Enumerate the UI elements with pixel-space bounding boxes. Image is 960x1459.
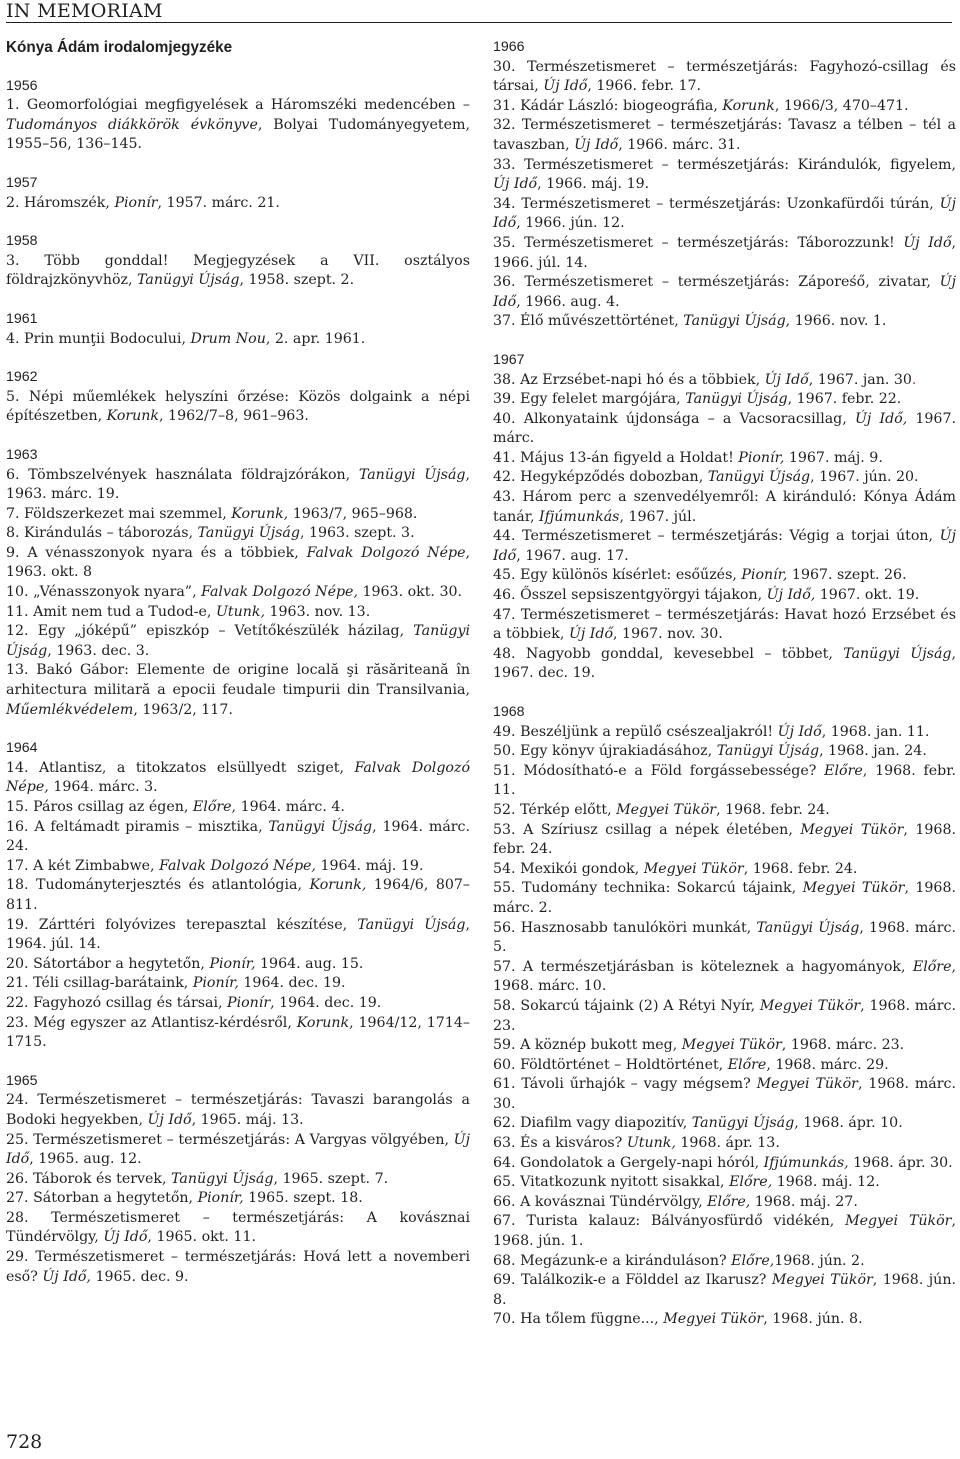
year-section-1956 (6, 77, 470, 155)
left-sections (6, 77, 470, 1288)
bibliography-entry: 41. Május 13-án figyeld a Holdat! Pionír, 1967. máj. 9. (493, 449, 883, 466)
bibliography-entry: 26. Táborok és tervek, Tanügyi Újság, 1965. szept. 7. (6, 1170, 389, 1187)
bibliography-entry: 18. Tudományterjesztés és atlantológia, Korunk, 1964/6, 807–811. (6, 877, 470, 913)
bibliography-entry: 43. Három perc a szenvedélyemről: A kiránduló: Kónya Ádám tanár, Ifjúmunkás, 1967. júl. (493, 489, 956, 525)
bibliography-entry: 46. Ősszel sepsiszentgyörgyi tájakon, Új Idő, 1967. okt. 19. (493, 587, 920, 604)
bibliography-entry: 61. Távoli űrhajók – vagy mégsem? Megyei Tükör, 1968. márc. 30. (493, 1076, 956, 1112)
year-section-1965 (6, 1072, 470, 1288)
bibliography-entry: 7. Földszerkezet mai szemmel, Korunk, 1963/7, 965–968. (6, 505, 418, 522)
bibliography-entry: 30. Természetismeret – természetjárás: Fagyhozó-csillag és társai, Új Idő, 1966. febr. 17. (493, 58, 956, 95)
bibliography-entry: 3. Több gonddal! Megjegyzések a VII. osztályos földrajzkönyvhöz, Tanügyi Újság, 1958. szept. 2. (6, 252, 470, 289)
bibliography-entry: 23. Még egyszer az Atlantisz-kérdésről, Korunk, 1964/12, 1714–1715. (6, 1014, 470, 1051)
bibliography-entry: 6. Tömbszelvények használata földrajzórákon, Tanügyi Újság, 1963. márc. 19. (6, 466, 470, 503)
bibliography-entry: 12. Egy „jóképű” episzkóp – Vetítőkészülék házilag, Tanügyi Újság, 1963. dec. 3. (6, 623, 470, 659)
bibliography-entry: 60. Földtörténet – Holdtörténet, Előre, 1968. márc. 29. (493, 1056, 889, 1073)
bibliography-entry: 32. Természetismeret – természetjárás: Tavasz a télben – tél a tavaszban, Új Idő, 1966. márc. 31. (493, 117, 956, 153)
year-section-1967 (493, 351, 956, 684)
bibliography-entry: 34. Természetismeret – természetjárás: Uzonkafürdői túrán, Új Idő, 1966. jún. 12. (493, 195, 956, 232)
year-section-1963 (6, 446, 470, 720)
bibliography-entry: 8. Kirándulás – táborozás, Tanügyi Újság, 1963. szept. 3. (6, 525, 415, 542)
bibliography-entry: 14. Atlantisz, a titokzatos elsüllyedt sziget, Falvak Dolgozó Népe, 1964. márc. 3. (6, 759, 470, 796)
bibliography-entry: 40. Alkonyataink újdonsága – a Vacsoracsillag, Új Idő, 1967. márc. (493, 410, 956, 447)
bibliography-entry: 54. Mexikói gondok, Megyei Tükör, 1968. febr. 24. (493, 860, 858, 877)
bibliography-entry: 51. Módosítható-e a Föld forgássebessége? Előre, 1968. febr. 11. (493, 762, 956, 799)
year-section-1957 (6, 174, 470, 213)
bibliography-entry: 29. Természetismeret – természetjárás: Hová lett a novemberi eső? Új Idő, 1965. dec. 9. (6, 1249, 470, 1285)
bibliography-entry: 50. Egy könyv újrakiadásához, Tanügyi Újság, 1968. jan. 24. (493, 743, 927, 760)
bibliography-entry: 10. „Vénasszonyok nyara”, Falvak Dolgozó Népe, 1963. okt. 30. (6, 584, 463, 601)
year-section-1966 (493, 38, 956, 332)
bibliography-entry: 48. Nagyobb gonddal, kevesebbel – többet, Tanügyi Újság, 1967. dec. 19. (493, 645, 956, 682)
bibliography-entry: 47. Természetismeret – természetjárás: Havat hozó Erzsébet és a többiek, Új Idő, 1967. nov. 30. (493, 606, 956, 643)
bibliography-entry: 62. Diafilm vagy diapozitív, Tanügyi Újság, 1968. ápr. 10. (493, 1115, 903, 1132)
bibliography-entry: 45. Egy különös kísérlet: esőűzés, Pionír, 1967. szept. 26. (493, 567, 907, 584)
bibliography-entry: 33. Természetismeret – természetjárás: Kirándulók, figyelem, Új Idő, 1966. máj. 19. (493, 156, 956, 193)
bibliography-entry: 58. Sokarcú tájaink (2) A Rétyi Nyír, Megyei Tükör, 1968. márc. 23. (493, 997, 956, 1034)
bibliography-entry: 49. Beszéljünk a repülő csészealjakról! Új Idő, 1968. jan. 11. (493, 723, 930, 740)
bibliography-entry: 42. Hegyképződés dobozban, Tanügyi Újság, 1967. jún. 20. (493, 469, 919, 486)
bibliography-entry: 2. Háromszék, Pionír, 1957. márc. 21. (6, 194, 280, 211)
year-heading: 1963 (6, 446, 38, 463)
running-header (6, 0, 952, 23)
year-section-1962 (6, 368, 470, 427)
bibliography-entry: 24. Természetismeret – természetjárás: Tavaszi barangolás a Bodoki hegyekben, Új Idő, 1965. máj. 13. (6, 1092, 470, 1128)
page-number: 728 (6, 1431, 43, 1453)
bibliography-entry: 70. Ha tőlem függne..., Megyei Tükör, 1968. jún. 8. (493, 1311, 863, 1328)
right-sections (493, 38, 956, 1330)
bibliography-entry: 37. Élő művészettörténet, Tanügyi Újság, 1966. nov. 1. (493, 313, 887, 330)
year-section-1964 (6, 739, 470, 1053)
year-heading: 1966 (493, 39, 525, 55)
bibliography-entry: 28. Természetismeret – természetjárás: A kovásznai Tündérvölgy, Új Idő, 1965. okt. 11. (6, 1209, 470, 1246)
year-heading: 1961 (6, 310, 38, 327)
bibliography-entry: 44. Természetismeret – természetjárás: Végig a torjai úton, Új Idő, 1967. aug. 17. (493, 528, 956, 564)
bibliography-entry: 31. Kádár László: biogeográfia, Korunk, 1966/3, 470–471. (493, 97, 909, 114)
year-heading: 1965 (6, 1072, 38, 1089)
bibliography-entry: 16. A feltámadt piramis – misztika, Tanügyi Újság, 1964. márc. 24. (6, 818, 471, 855)
year-heading: 1967 (493, 351, 525, 368)
year-heading: 1968 (493, 704, 525, 720)
bibliography-entry: 17. A két Zimbabwe, Falvak Dolgozó Népe, 1964. máj. 19. (6, 857, 424, 874)
bibliography-entry: 53. A Szíriusz csillag a népek életében, Megyei Tükör, 1968. febr. 24. (493, 821, 956, 858)
bibliography-entry: 21. Téli csillag-barátaink, Pionír, 1964. dec. 19. (6, 975, 346, 992)
bibliography-entry: 39. Egy felelet margójára, Tanügyi Újság, 1967. febr. 22. (493, 391, 902, 408)
bibliography-entry: 35. Természetismeret – természetjárás: Táborozzunk! Új Idő, 1966. júl. 14. (493, 234, 956, 271)
bibliography-entry: 19. Zárttéri folyóvizes terepasztal készítése, Tanügyi Újság, 1964. júl. 14. (6, 916, 470, 953)
bibliography-entry: 56. Hasznosabb tanulóköri munkát, Tanügyi Újság, 1968. márc. 5. (493, 919, 956, 956)
bibliography-entry: 36. Természetismeret – természetjárás: Záporeśő, zivatar, Új Idő, 1966. aug. 4. (493, 274, 956, 310)
bibliography-entry: 63. És a kisváros? Utunk, 1968. ápr. 13. (493, 1135, 780, 1152)
bibliography-entry: 9. A vénasszonyok nyara és a többiek, Falvak Dolgozó Népe, 1963. okt. 8 (6, 544, 470, 581)
bibliography-entry: 15. Páros csillag az égen, Előre, 1964. márc. 4. (6, 799, 345, 815)
bibliography-entry: 66. A kovásznai Tündérvölgy, Előre, 1968. máj. 27. (493, 1193, 858, 1210)
bibliography-entry: 64. Gondolatok a Gergely-napi hóról, Ifjúmunkás, 1968. ápr. 30. (493, 1154, 953, 1171)
year-heading: 1957 (6, 174, 38, 191)
bibliography-entry: 4. Prin munţii Bodocului, Drum Nou, 2. apr. 1961. (6, 330, 366, 347)
bibliography-entry: 57. A természetjárásban is köteleznek a hagyományok, Előre, 1968. márc. 10. (493, 958, 956, 995)
bibliography-entry: 22. Fagyhozó csillag és társai, Pionír, 1964. dec. 19. (6, 994, 382, 1011)
right-column (493, 38, 956, 1349)
header-title: IN MEMORIAM (6, 0, 163, 22)
year-section-1968 (493, 703, 956, 1330)
bibliography-entry: 25. Természetismeret – természetjárás: A Vargyas völgyében, Új Idő, 1965. aug. 12. (6, 1131, 470, 1168)
bibliography-entry: 59. A köznép bukott meg, Megyei Tükör, 1968. márc. 23. (493, 1037, 905, 1054)
bibliography-title: Kónya Ádám irodalomjegyzéke (6, 39, 233, 56)
bibliography-entry: 13. Bakó Gábor: Elemente de origine locală şi răsăriteană în arhitectura militară a epocii feudale timpurii din Transilvania, Műemlékvédelem, 1963/2, 117. (6, 662, 470, 718)
year-heading: 1956 (6, 77, 38, 94)
bibliography-entry: 20. Sátortábor a hegytetőn, Pionír, 1964. aug. 15. (6, 955, 364, 972)
bibliography-entry: 68. Megázunk-e a kiránduláson? Előre,1968. jún. 2. (493, 1252, 865, 1269)
year-heading: 1962 (6, 369, 38, 386)
year-section-1961 (6, 310, 470, 349)
bibliography-entry: 55. Tudomány technika: Sokarcú tájaink, Megyei Tükör, 1968. márc. 2. (493, 880, 956, 916)
left-column (6, 38, 470, 1306)
bibliography-entry: 11. Amit nem tud a Tudod-e, Utunk, 1963. nov. 13. (6, 603, 371, 620)
bibliography-entry: 65. Vitatkozunk nyitott sisakkal, Előre, 1968. máj. 12. (493, 1174, 880, 1191)
bibliography-entry: 38. Az Erzsébet-napi hó és a többiek, Új Idő, 1967. jan. 30. (493, 371, 917, 388)
bibliography-entry: 1. Geomorfológiai megfigyelések a Háromszéki medencében – Tudományos diákkörök évkönyve, Bolyai Tudományegyetem, 1955–56, 136–145. (6, 97, 470, 153)
bibliography-entry: 27. Sátorban a hegytetőn, Pionír, 1965. szept. 18. (6, 1190, 363, 1207)
bibliography-entry: 52. Térkép előtt, Megyei Tükör, 1968. febr. 24. (493, 801, 830, 818)
bibliography-entry: 67. Turista kalauz: Bálványosfürdő vidékén, Megyei Tükör, 1968. jún. 1. (493, 1213, 956, 1250)
year-heading: 1964 (6, 740, 38, 757)
year-section-1958 (6, 232, 470, 291)
bibliography-entry: 69. Találkozik-e a Földdel az Ikarusz? Megyei Tükör, 1968. jún. 8. (493, 1272, 956, 1308)
bibliography-entry: 5. Népi műemlékek helyszíni őrzése: Közös dolgaink a népi építészetben, Korunk, 1962/7–8, 961–963. (6, 388, 470, 425)
year-heading: 1958 (6, 233, 38, 250)
